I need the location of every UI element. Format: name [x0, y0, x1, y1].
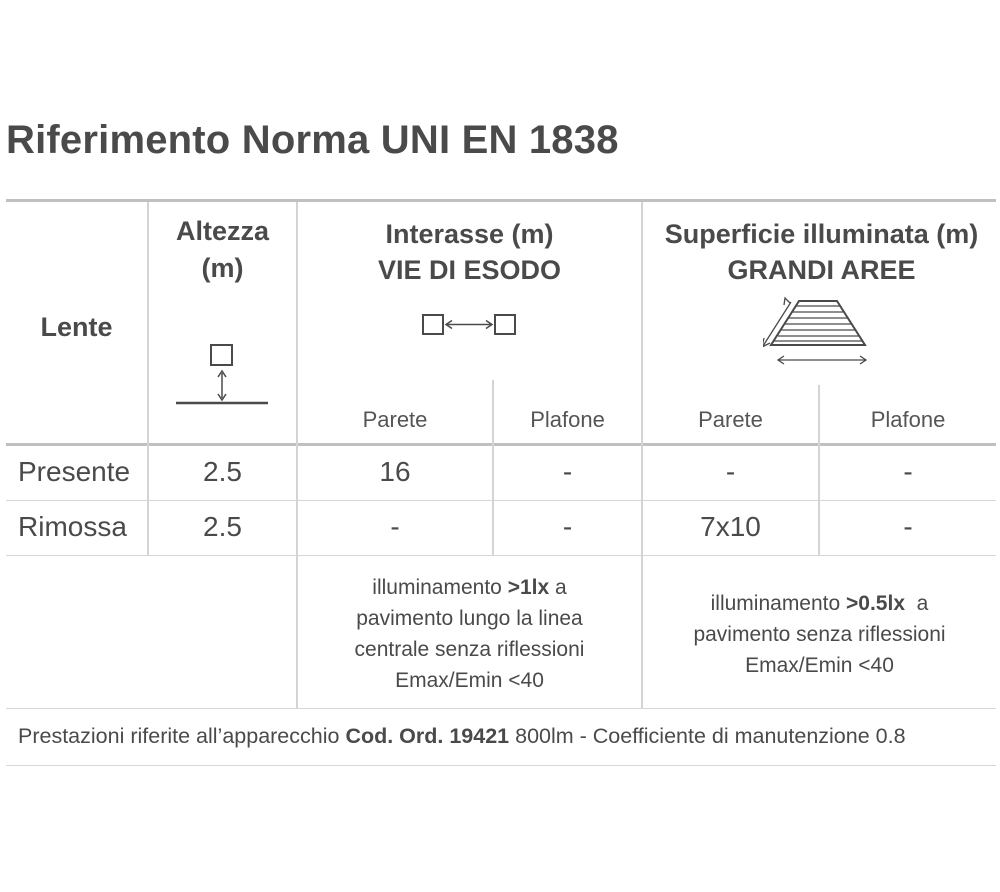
height-diagram-icon — [170, 340, 274, 410]
subheader-plafone-superficie: Plafone — [870, 407, 946, 432]
row-divider — [6, 500, 996, 501]
note-left-line2: pavimento lungo la linea — [356, 607, 583, 630]
row-rimossa-superficie-plafone: - — [903, 511, 913, 542]
table-top-rule — [6, 199, 996, 202]
note-right-pre: illuminamento — [710, 592, 847, 615]
note-right-line3: Emax/Emin <40 — [745, 654, 894, 677]
header-superficie-line2: GRANDI AREE — [727, 255, 916, 285]
rows-bottom-rule — [6, 555, 996, 556]
spacing-diagram-icon — [418, 311, 522, 339]
footer-note — [18, 724, 906, 749]
row-presente-superficie-plafone: - — [903, 456, 913, 487]
header-interasse-line1: Interasse (m) — [385, 219, 554, 249]
subheader-plafone-interasse: Plafone — [530, 407, 605, 432]
header-altezza-line1: Altezza — [175, 216, 270, 246]
note-left-post: a — [549, 576, 567, 599]
row-presente-superficie-parete: - — [725, 456, 736, 487]
header-superficie-line1: Superficie illuminata (m) — [664, 219, 979, 249]
footer-post: 800lm - Coefficiente di manutenzione 0.8 — [509, 724, 906, 748]
row-rimossa-label: Rimossa — [18, 511, 127, 542]
header-bottom-rule — [6, 443, 996, 446]
subheader-parete-superficie: Parete — [698, 407, 763, 432]
note-right-post: a — [905, 592, 929, 615]
row-rimossa-altezza: 2.5 — [203, 511, 242, 542]
area-diagram-icon — [763, 293, 873, 369]
note-right-bold: >0.5lx — [846, 592, 906, 615]
row-presente-altezza: 2.5 — [203, 456, 242, 487]
notes-bottom-rule — [6, 708, 996, 709]
footer-code: Cod. Ord. 19421 — [345, 724, 510, 748]
header-altezza-line2: (m) — [201, 253, 244, 283]
subheader-parete-interasse: Parete — [362, 407, 428, 432]
row-rimossa-interasse-plafone: - — [562, 511, 573, 542]
note-left-pre: illuminamento — [372, 576, 508, 599]
row-presente-label: Presente — [18, 456, 131, 487]
header-interasse-line2: VIE DI ESODO — [377, 255, 562, 285]
row-rimossa-interasse-parete: - — [390, 511, 400, 542]
page-title: Riferimento Norma UNI EN 1838 — [6, 118, 619, 162]
note-left-line4: Emax/Emin <40 — [395, 669, 544, 692]
footer-pre: Prestazioni riferite all’apparecchio — [18, 724, 346, 748]
note-left-bold: >1lx — [507, 576, 550, 599]
row-rimossa-superficie-parete: 7x10 — [700, 511, 761, 542]
row-presente-interasse-parete: 16 — [379, 456, 411, 487]
note-grandi-aree — [643, 588, 996, 681]
note-right-line2: pavimento senza riflessioni — [693, 623, 946, 646]
row-presente-interasse-plafone: - — [562, 456, 573, 487]
note-left-line3: centrale senza riflessioni — [354, 638, 585, 661]
footer-bottom-rule — [6, 765, 996, 766]
header-lente: Lente — [40, 312, 113, 342]
note-vie-di-esodo — [298, 572, 641, 696]
